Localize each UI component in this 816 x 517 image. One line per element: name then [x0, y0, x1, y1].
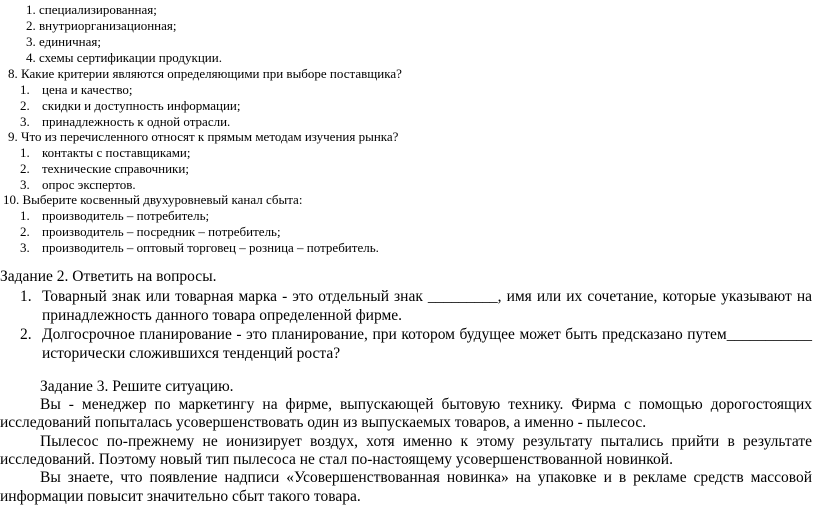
q8-item-2-num: 2.: [20, 98, 30, 113]
q10-item-2-num: 2.: [20, 224, 30, 239]
q9-item-3-text: опрос экспертов.: [42, 177, 136, 192]
task2-title: Задание 2. Ответить на вопросы.: [0, 268, 217, 285]
q10-item-1-num: 1.: [20, 208, 30, 223]
q10-item-2-text: производитель – посредник – потребитель;: [42, 224, 281, 239]
q9-item-1-text: контакты с поставщиками;: [42, 145, 191, 160]
task3-p3-line2: информации повысит значительно сбыт такого товара.: [0, 488, 361, 505]
q9-item-2-num: 2.: [20, 161, 30, 176]
task2-q2-number: 2.: [20, 326, 32, 343]
q9-item-3-num: 3.: [20, 177, 30, 192]
q8-question: 8. Какие критерии являются определяющими при выборе поставщика?: [8, 66, 402, 81]
q10-item-3-num: 3.: [20, 240, 30, 255]
q9-item-2-text: технические справочники;: [42, 161, 189, 176]
q7-item-1: 1. специализированная;: [26, 2, 157, 17]
task2-q1-line1: Товарный знак или товарная марка - это отдельный знак _________, имя или их сочетание, которые указывают на: [42, 288, 812, 305]
q9-question: 9. Что из перечисленного относят к прямым методам изучения рынка?: [8, 129, 399, 144]
q10-question: 10. Выберите косвенный двухуровневый канал сбыта:: [3, 192, 303, 207]
task2-q2-line1: Долгосрочное планирование - это планирование, при котором будущее может быть предсказано путем___________: [42, 326, 812, 343]
task3-p3-line1: Вы знаете, что появление надписи «Усовершенствованная новинка» на упаковке и в рекламе средств массовой: [40, 469, 812, 486]
q10-item-1-text: производитель – потребитель;: [42, 208, 210, 223]
task3-p1-line1: Вы - менеджер по маркетингу на фирме, выпускающей бытовую технику. Фирма с помощью дорогостоящих: [40, 396, 812, 413]
q8-item-2-text: скидки и доступность информации;: [42, 98, 241, 113]
task2-q1-number: 1.: [20, 288, 32, 305]
task3-p2-line1: Пылесос по-прежнему не ионизирует воздух, хотя именно к этому результату пытались прийти в результате: [40, 433, 812, 450]
q7-item-2: 2. внутриорганизационная;: [26, 18, 177, 33]
task3-p2-line2: исследований. Поэтому новый тип пылесоса не стал по-настоящему усовершенствованной новинкой.: [0, 451, 673, 468]
q10-item-3-text: производитель – оптовый торговец – розница – потребитель.: [42, 240, 379, 255]
task3-p1-line2: исследований попыталась усовершенствовать один из выпускаемых товаров, а именно - пылесос.: [0, 414, 647, 431]
q8-item-3-num: 3.: [20, 114, 30, 129]
task2-q2-line2: исторически сложившихся тенденций роста?: [42, 345, 341, 362]
task2-q1-line2: принадлежность данного товара определенной фирме.: [42, 307, 403, 324]
q7-item-4: 4. схемы сертификации продукции.: [26, 50, 222, 65]
q8-item-1-num: 1.: [20, 82, 30, 97]
q8-item-1-text: цена и качество;: [42, 82, 133, 97]
q9-item-1-num: 1.: [20, 145, 30, 160]
task3-title: Задание 3. Решите ситуацию.: [40, 378, 234, 395]
q7-item-3: 3. единичная;: [26, 34, 101, 49]
q8-item-3-text: принадлежность к одной отрасли.: [42, 114, 231, 129]
